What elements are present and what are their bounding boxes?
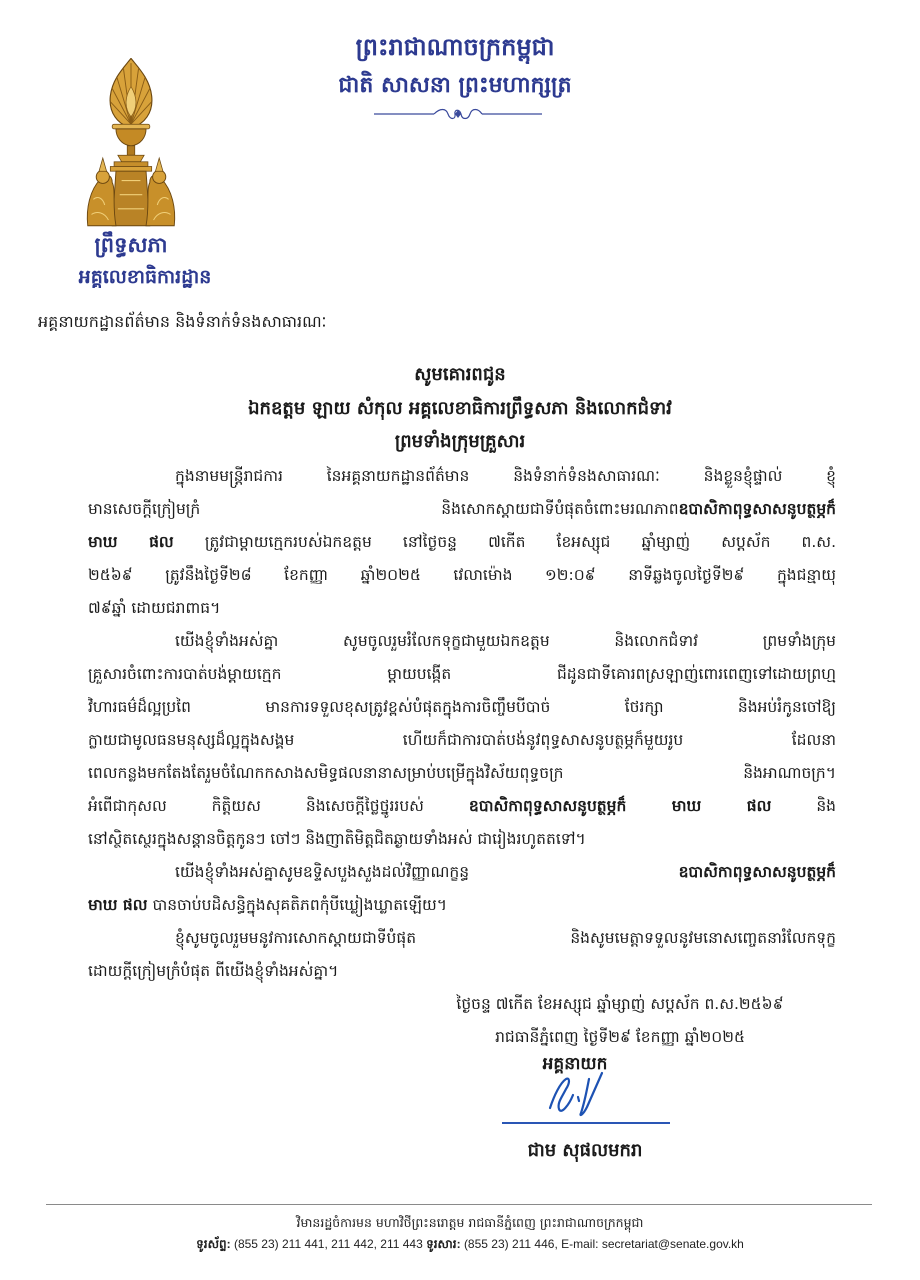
body-line: យើងខ្ញុំទាំងអស់គ្នា សូមចូលរួមរំលែកទុក្ខជាមួយឯកឧត្តម និងលោកជំទាវ ព្រមទាំងក្រុម	[175, 632, 836, 650]
deceased-title: ឧបាសិកាពុទ្ធសាសនូបត្ថម្ភក៏	[678, 863, 836, 881]
body-line	[88, 790, 836, 823]
email-address: secretariat@senate.gov.kh	[601, 1237, 744, 1251]
salutation-heading: សូមគោរពជូន	[414, 364, 506, 385]
recipient-line: ព្រមទាំងក្រុមគ្រួសារ	[394, 431, 526, 452]
deceased-name: មាឃ ផល	[88, 896, 148, 914]
signer-title: អគ្គនាយក	[542, 1054, 608, 1074]
senate-emblem-icon	[84, 58, 178, 228]
body-line: ខ្ញុំសូមចូលរួមមនូវការសោកស្តាយជាទីបំផុត និងសូមមេត្តាទទួលនូវមនោសញ្ចេតនារំលែកទុក្ខ	[175, 929, 836, 947]
body-line: ដោយក្តីក្រៀមក្រំបំផុត ពីយើងខ្ញុំទាំងអស់គ្នា។	[88, 962, 339, 980]
fax-number: (855 23) 211 446,	[463, 1237, 558, 1251]
body-text: យើងខ្ញុំទាំងអស់គ្នាសូមឧទ្ទិសបួងសួងដល់វិញ្ញាណក្ខន្ធ	[175, 863, 470, 881]
deceased-name: មាឃ ផល	[88, 533, 174, 551]
body-text: បានចាប់បដិសន្ធិក្នុងសុគតិភពកុំបីឃ្លៀងឃ្លាតឡើយ។	[152, 896, 447, 914]
body-line: នៅស្ថិតស្ថេរក្នុងសន្តានចិត្តកូនៗ ចៅៗ និងញាតិមិត្តជិតឆ្ងាយទាំងអស់ ជារៀងរហូតតទៅ។	[88, 830, 586, 848]
place-and-date: រាជធានីភ្នំពេញ ថ្ងៃទី២៩ ខែកញ្ញា ឆ្នាំ២០២៥	[495, 1028, 745, 1046]
body-text: ត្រូវជាម្តាយក្មេករបស់ឯកឧត្តម នៅថ្ងៃចន្ទ ៧កើត ខែអស្សុជ ឆ្នាំម្សាញ់ សប្តស័ក ព.ស.	[204, 533, 836, 551]
letter-body	[88, 460, 836, 988]
lunar-date: ថ្ងៃចន្ទ ៧កើត ខែអស្សុជ ឆ្នាំម្សាញ់ សប្តស័ក ព.ស.២៥៦៩	[456, 995, 784, 1013]
email-label: E-mail:	[561, 1237, 599, 1251]
signature-underline	[502, 1122, 670, 1124]
recipient-line: ឯកឧត្តម ឡាយ សំកុល អគ្គលេខាធិការព្រឹទ្ធសភា និងលោកជំទាវ	[248, 398, 672, 419]
deceased-title: ឧបាសិកាពុទ្ធសាសនូបត្ថម្ភក៏	[678, 500, 836, 518]
footer-divider	[46, 1204, 872, 1205]
footer-address: វិមានរដ្ឋចំការមន មហាវិថីព្រះនរោត្តម រាជធានីភ្នំពេញ ព្រះរាជាណាចក្រកម្ពុជា	[296, 1215, 644, 1230]
body-line	[88, 526, 836, 559]
emblem-flame	[110, 58, 152, 128]
body-line	[88, 889, 836, 922]
emblem-chalice	[110, 124, 151, 226]
body-text: អំពើជាកុសល កិត្តិយស និងសេចក្តីថ្លៃថ្នូររបស់	[88, 797, 424, 815]
body-line: ៧៩ឆ្នាំ ដោយជរាពាធ។	[88, 599, 221, 617]
body-line: វិហារធម៌ដ៏ល្អប្រពៃ មានការទទួលខុសត្រូវខ្ពស់បំផុតក្នុងការចិញ្ចឹមបីបាច់ ថែរក្សា និងអប់រំកូនចៅឱ្យ	[88, 698, 836, 716]
department-name: អគ្គនាយកដ្ឋានព័ត៌មាន និងទំនាក់ទំនងសាធារណៈ	[38, 312, 327, 331]
deceased-full-name: ឧបាសិកាពុទ្ធសាសនូបត្ថម្ភក៏ មាឃ ផល	[468, 797, 772, 815]
secretariat-name: អគ្គលេខាធិការដ្ឋាន	[78, 266, 212, 288]
institution-name: ព្រឹទ្ធសភា	[94, 233, 168, 257]
footer-contacts	[20, 1234, 920, 1254]
phone-label: ទូរស័ព្ទ:	[196, 1237, 231, 1251]
body-line: គ្រួសារចំពោះការបាត់បង់ម្តាយក្មេក ម្តាយបង្កើត ជីដូនជាទីគោរពស្រឡាញ់ពោរពេញទៅដោយព្រហ្ម	[88, 665, 836, 683]
body-line: ពេលកន្លងមកតែងតែរួមចំណែកកសាងសមិទ្ធផលនានាសម្រាប់បម្រើក្នុងវិស័យពុទ្ធចក្រ និងអាណាចក្រ។	[88, 764, 836, 782]
divider-ornament-icon	[372, 106, 544, 122]
kingdom-heading: ព្រះរាជាណាចក្រកម្ពុជា	[355, 33, 555, 61]
body-line	[88, 856, 836, 889]
body-line: ២៥៦៩ ត្រូវនឹងថ្ងៃទី២៨ ខែកញ្ញា ឆ្នាំ២០២៥ វេលាម៉ោង ១២:០៩ នាទីឆ្លងចូលថ្ងៃទី២៩ ក្នុងជន្មាយុ	[88, 566, 836, 584]
body-text: និង	[816, 797, 836, 815]
national-motto: ជាតិ សាសនា ព្រះមហាក្សត្រ	[338, 73, 572, 98]
body-line	[88, 493, 836, 526]
signer-name: ជាម សុផលមករា	[527, 1140, 643, 1161]
body-line: ក្លាយជាមូលធនមនុស្សដ៏ល្អក្នុងសង្គម ហើយក៏ជាការបាត់បង់នូវពុទ្ធសាសនូបត្ថម្ភក៏មួយរូប ដែលនា	[88, 731, 836, 749]
fax-label: ទូរសារ:	[426, 1237, 461, 1251]
body-line: ក្នុងនាមមន្ត្រីរាជការ នៃអគ្គនាយកដ្ឋានព័ត៌មាន និងទំនាក់ទំនងសាធារណៈ និងខ្លួនខ្ញុំផ្ទាល់ ខ្ញុំ	[175, 467, 836, 485]
body-text: មានសេចក្តីក្រៀមក្រំ និងសោកស្តាយជាទីបំផុតចំពោះមរណភាព	[88, 500, 679, 518]
phone-numbers: (855 23) 211 441, 211 442, 211 443	[233, 1237, 423, 1251]
handwritten-signature	[542, 1070, 622, 1120]
